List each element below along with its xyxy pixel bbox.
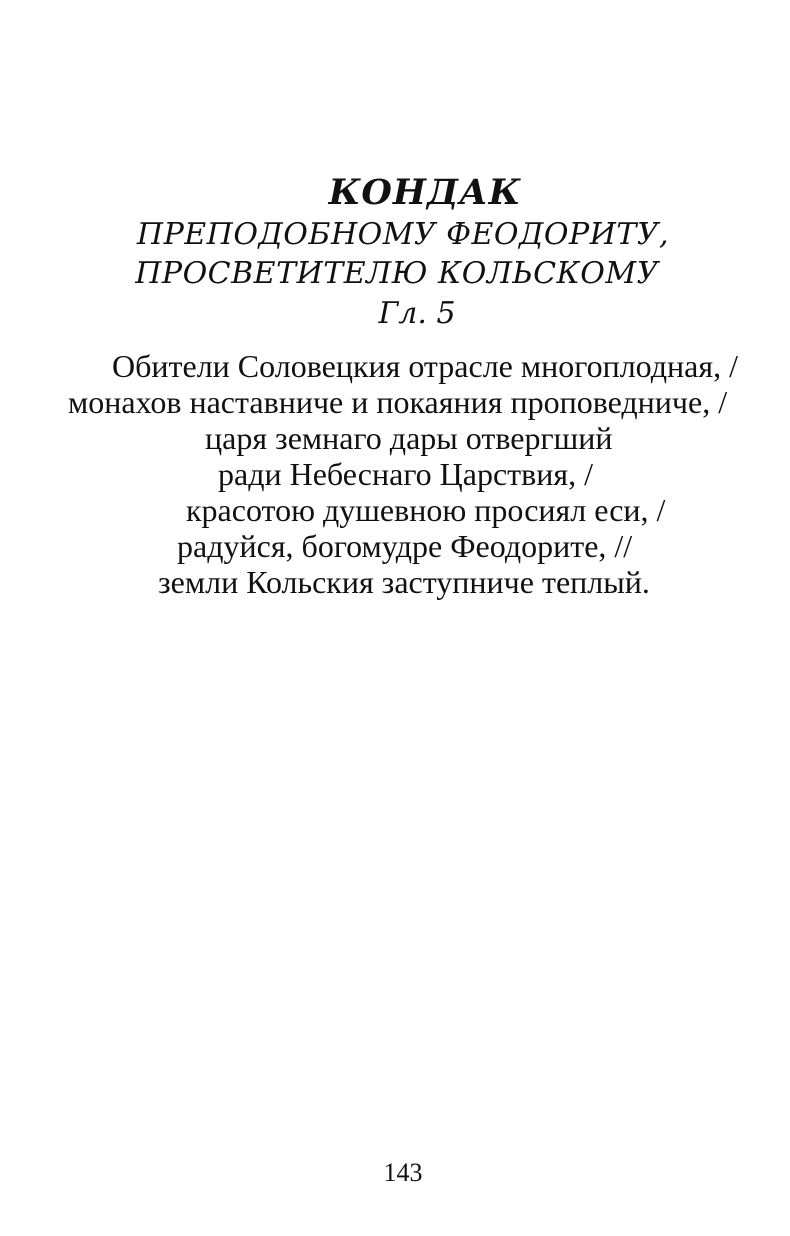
verse-line: Обители Соловецкия отрасле многоплодная, / (112, 348, 738, 384)
tone-label: Гл. 5 (378, 296, 456, 331)
verse-line: царя земнаго дары отвергший (205, 420, 613, 456)
dedication-line-2: ПРОСВЕТИТЕЛЮ КОЛЬСКОМУ (135, 256, 659, 291)
verse-line: ради Небеснаго Царствия, / (218, 456, 593, 492)
kontakion-title: КОНДАК (328, 172, 522, 213)
page-number: 143 (383, 1158, 423, 1187)
dedication-line-1: ПРЕПОДОБНОМУ ФЕОДОРИТУ, (136, 217, 670, 252)
verse-line: земли Кольския заступниче теплый. (158, 564, 650, 600)
verse-line: красотою душевною просиял еси, / (186, 492, 666, 528)
verse-line: радуйся, богомудре Феодорите, // (177, 528, 633, 564)
verse-line: монахов наставниче и покаяния проповедниче, / (68, 384, 728, 420)
